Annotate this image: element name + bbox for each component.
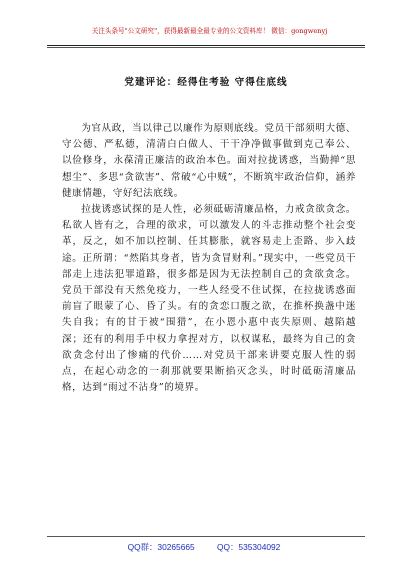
body-paragraph-2: 拉拢诱惑试探的是人性，必须砥砺清廉品格，力戒贪欲贪念。私欲人皆有之，合理的欲求，可以激发人的斗志推动整个社会变革，反之，如不加以控制、任其膨胀，就容易走上歪路、步入歧途。正所谓：“然陷其身者，皆为贪冒财利。”现实中，一些党员干部走上违法犯罪道路，很多都是因为无法控制自己的贪欲贪念。党员干部没有天然免疫力，一些人经受不住试探，在拉拢诱惑面前盲了眼蒙了心、昏了头。有的贪恋口腹之欲，在推杯换盏中迷失自我；有的甘于被“围猎”，在小恩小惠中丧失原则、越陷越深；还有的利用手中权力拿捏对方，以权谋私，最终为自己的贪欲贪念付出了惨痛的代价……对党员干部来讲要克服人性的弱点，在起心动念的一刹那就要果断掐灭念头，时时砥砺清廉品格，达到“雨过不沾身”的境界。 xyxy=(62,204,356,394)
document-body xyxy=(62,121,356,396)
footer-divider xyxy=(47,536,365,537)
document-title: 党建评论：经得住考验 守得住底线 xyxy=(124,77,288,88)
footer-qq-number: QQ：535304092 xyxy=(217,542,281,552)
body-paragraph-1: 为官从政，当以律己以廉作为原则底线。党员干部须明大德、守公德、严私德，清清白白做人、干干净净做事做到克己奉公、以俭修身，永葆清正廉洁的政治本色。面对拉拢诱惑，当勤掸“思想尘”、多思“贪欲害”、常破“心中贼”，不断筑牢政治信仰，涵养健康情趣，守好纪法底线。 xyxy=(62,123,356,199)
header-divider-thin xyxy=(47,47,365,48)
header-divider xyxy=(47,45,365,46)
footer-qq-group: QQ群：30265665 xyxy=(127,542,195,552)
footer xyxy=(0,541,408,553)
header-notice: 关注头条号"公文研究"，获得最新最全最专业的公文资料库！ 微信：gongwenyj xyxy=(91,27,328,35)
